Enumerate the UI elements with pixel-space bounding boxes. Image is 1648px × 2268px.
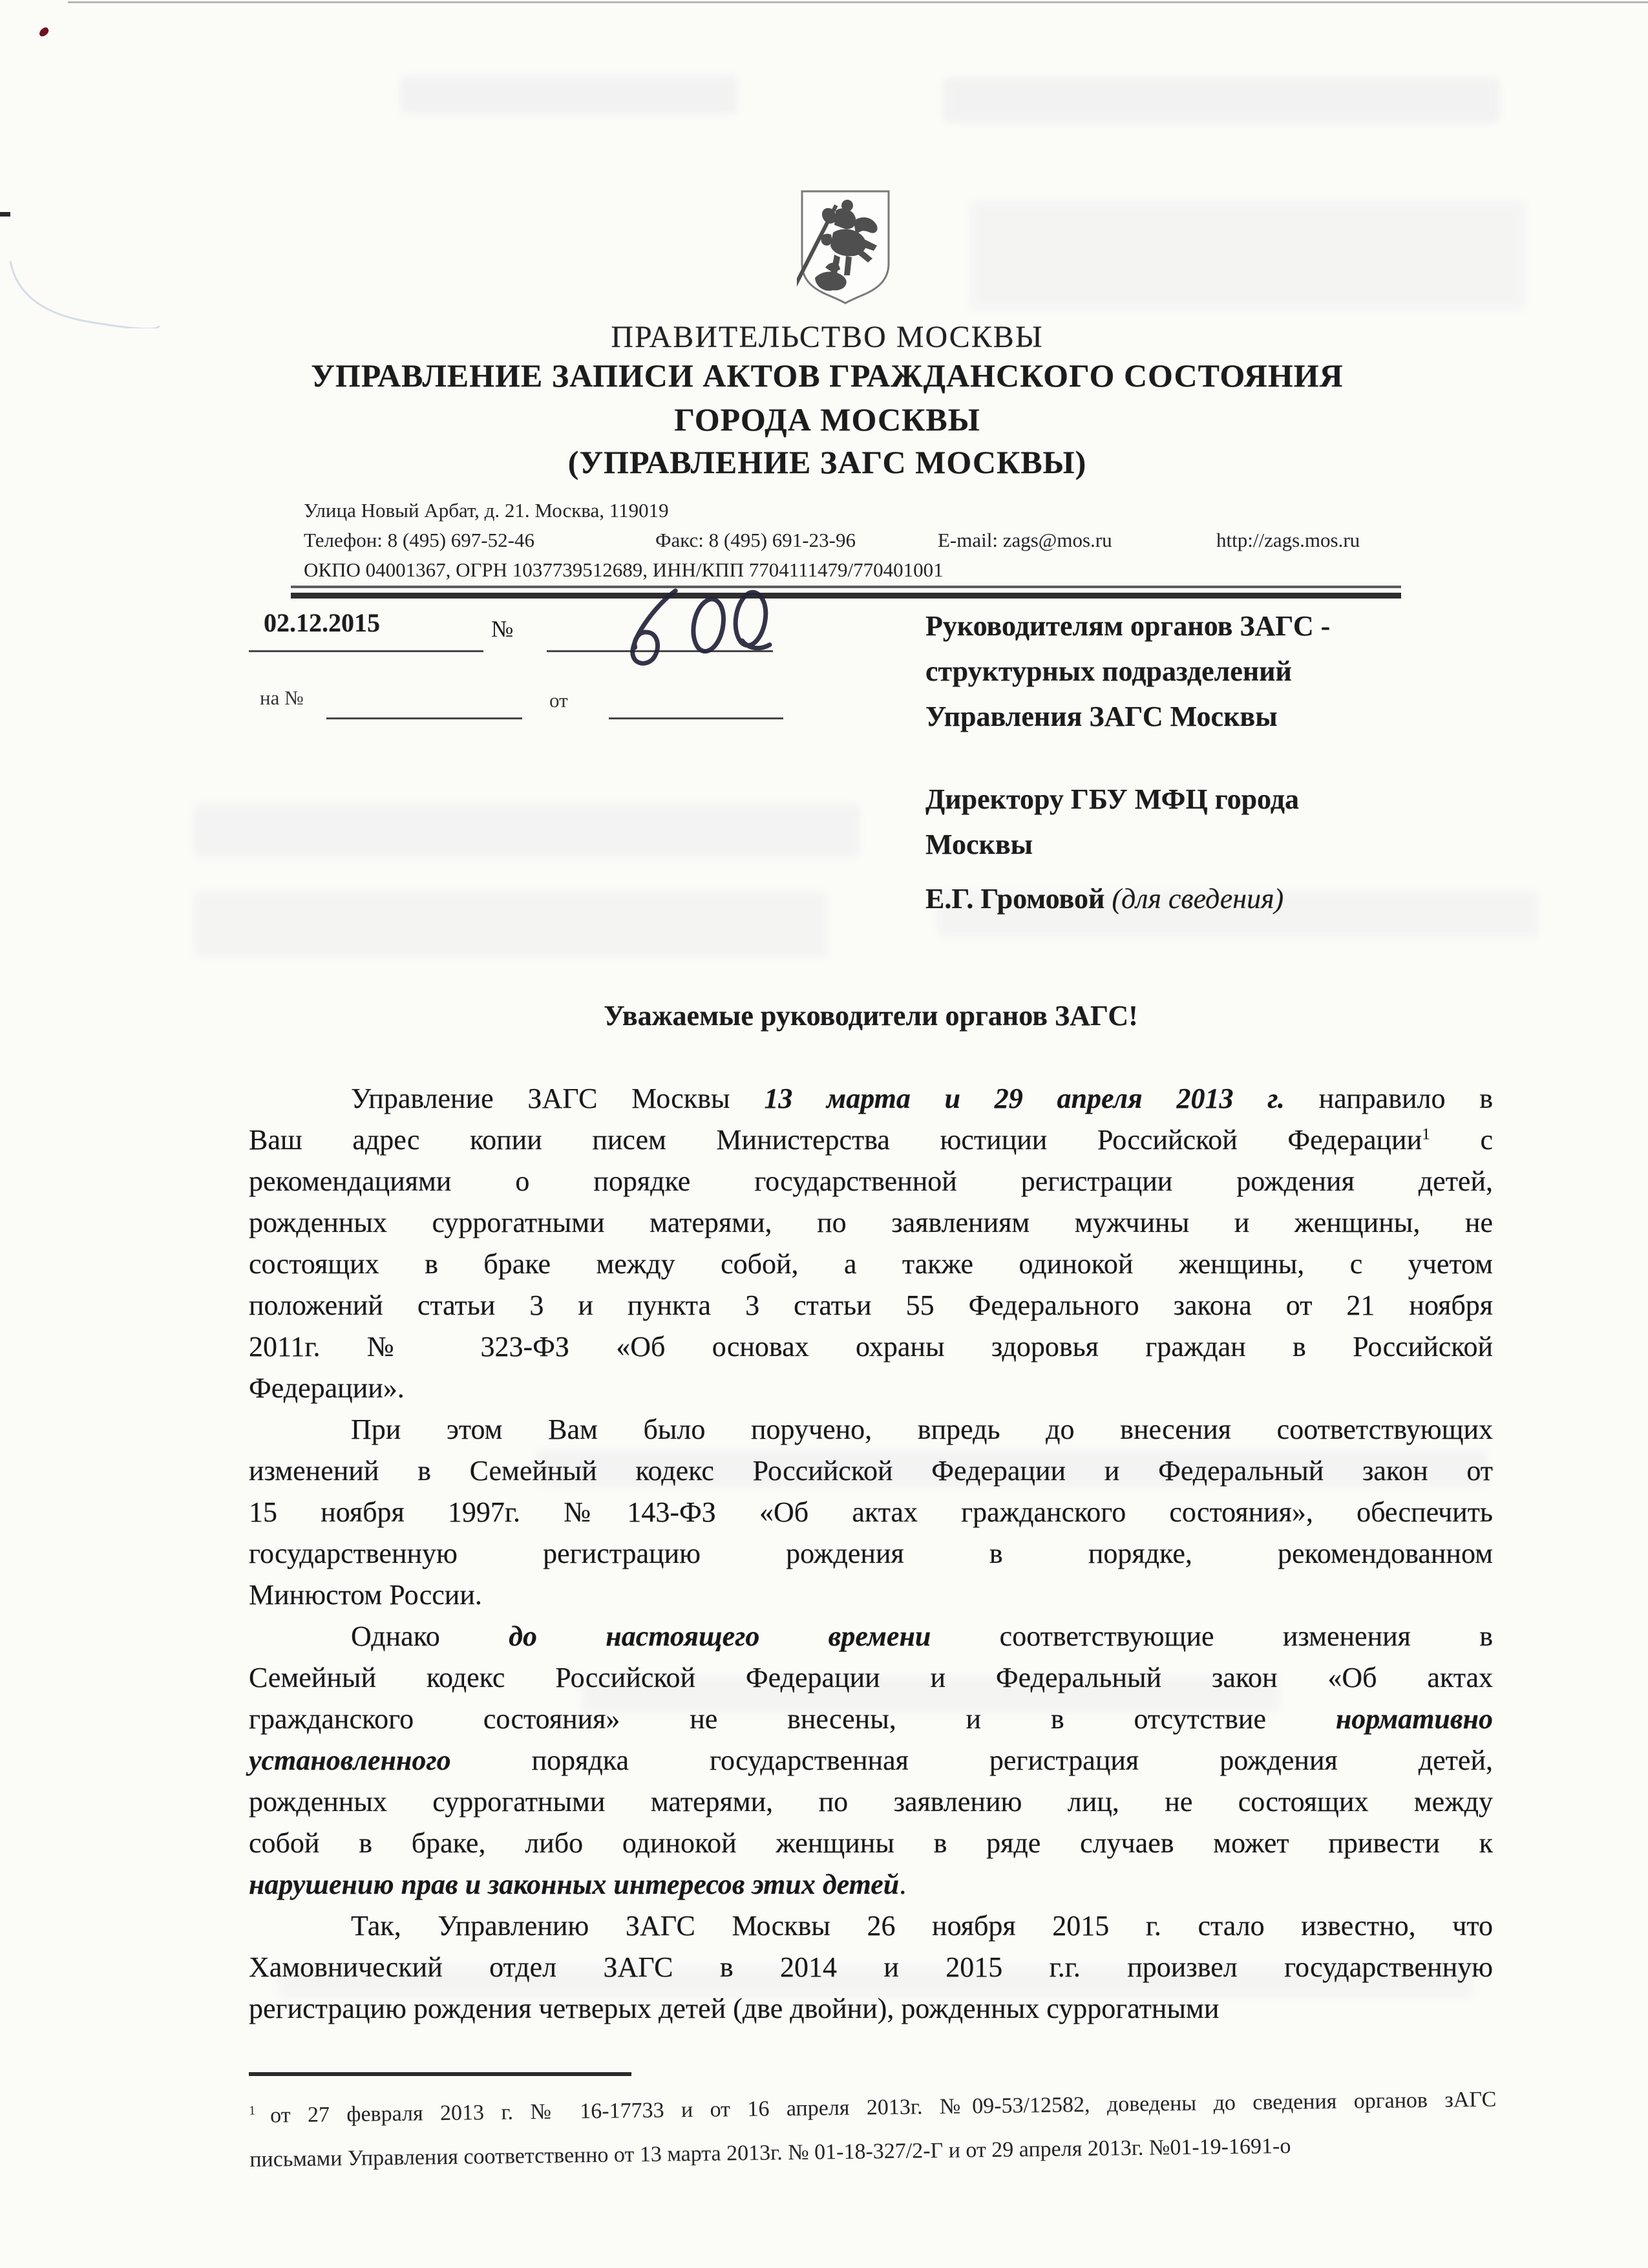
text-run: Ваш адрес копии писем Министерства юстиции Российской Федерации	[249, 1124, 1422, 1156]
text-run: Управление ЗАГС Москвы	[351, 1083, 765, 1114]
text-run: соответствующие изменения в	[931, 1620, 1493, 1652]
address-line: Улица Новый Арбат, д. 21. Москва, 119019	[304, 499, 669, 522]
text-run: .	[899, 1869, 907, 1900]
organization-title-line2: ГОРОДА МОСКВЫ	[674, 401, 980, 438]
scan-artifact	[944, 78, 1499, 123]
email-label: E-mail: zags@mos.ru	[938, 529, 1112, 551]
na-no-underline	[326, 717, 522, 719]
body-line	[249, 1202, 1493, 1244]
text-run: гражданского состояния» не внесены, и в отсутствие	[249, 1703, 1336, 1735]
website-label: http://zags.mos.ru	[1216, 529, 1360, 551]
body-line	[249, 1119, 1493, 1161]
text-run: изменений в Семейный кодекс Российской Федерации и Федеральный закон от	[249, 1455, 1493, 1487]
text-run: нормативно	[1335, 1703, 1493, 1735]
recipients-block	[925, 604, 1507, 922]
text-run: порядка государственная регистрация рождения детей,	[450, 1744, 1493, 1776]
text-run: положений статьи 3 и пункта 3 статьи 55 Федерального закона от 21 ноября	[249, 1289, 1493, 1321]
body-line	[249, 1823, 1493, 1864]
scan-artifact	[194, 805, 860, 856]
recipient-line: Директору ГБУ МФЦ города	[925, 783, 1300, 815]
na-no-label: на №	[260, 686, 304, 709]
text-run: установленного	[249, 1744, 451, 1776]
body-line	[249, 1574, 1493, 1616]
text-run: рожденных суррогатными матерями, по заявлению лиц, не состоящих между	[249, 1786, 1493, 1818]
phone-label: Телефон: 8 (495) 697-52-46	[304, 529, 534, 551]
footnote-block	[249, 2078, 1497, 2182]
text-run: с	[1430, 1124, 1493, 1156]
text-run: нарушению прав и законных интересов этих детей	[249, 1869, 900, 1900]
text-run: регистрацию рождения четверых детей (две двойни), рожденных суррогатными	[249, 1993, 1220, 2024]
scanner-edge-line	[68, 1, 1648, 3]
body-line	[249, 1616, 1493, 1657]
body-line	[249, 1533, 1493, 1574]
number-sign: №	[491, 616, 514, 642]
body-line	[249, 1078, 1493, 1119]
text-run: 2011г. № 323-ФЗ «Об основах охраны здоровья граждан в Российской	[249, 1331, 1493, 1362]
text-run: до настоящего времени	[509, 1620, 931, 1652]
recipient-group-zags-heads	[925, 604, 1507, 739]
body-line	[249, 1244, 1493, 1285]
footnote-reference: 1	[1422, 1124, 1430, 1143]
registration-codes: ОКПО 04001367, ОГРН 1037739512689, ИНН/КПП 7704111479/770401001	[304, 558, 944, 581]
recipient-note: (для сведения)	[1112, 883, 1284, 915]
scan-scratch-curve	[6, 257, 162, 328]
text-run: рекомендациями о порядке государственной регистрации рождения детей,	[249, 1165, 1493, 1197]
recipient-line: структурных подразделений	[925, 655, 1292, 687]
recipient-group-mfc-director	[925, 777, 1507, 867]
text-run: государственную регистрацию рождения в порядке, рекомендованном	[249, 1538, 1493, 1569]
fax-label: Факс: 8 (495) 691-23-96	[655, 529, 856, 551]
date-underline	[249, 650, 483, 652]
footnote-divider	[249, 2072, 631, 2076]
handwritten-document-number	[597, 573, 785, 679]
scan-artifact	[969, 200, 1525, 310]
text-run: направило в	[1284, 1083, 1493, 1114]
body-line	[249, 1657, 1493, 1699]
scan-artifact	[194, 892, 827, 957]
body-text	[249, 1078, 1493, 2030]
text-run: Минюстом России.	[249, 1579, 482, 1611]
text-run: Федерации».	[249, 1372, 405, 1404]
organization-title-line1: УПРАВЛЕНИЕ ЗАПИСИ АКТОВ ГРАЖДАНСКОГО СОСТОЯНИЯ	[311, 357, 1344, 394]
text-run: При этом Вам было поручено, впредь до внесения соответствующих	[351, 1414, 1493, 1445]
text-run: собой в браке, либо одинокой женщины в ряде случаев может привести к	[249, 1827, 1493, 1859]
body-line	[249, 1326, 1493, 1368]
footnote-line: $^1$ от 27 февраля 2013 г. № 16-17733 и от 16 апреля 2013г. №09-53/12582, доведены до сведения органов зАГС	[249, 2087, 1497, 2128]
body-line	[249, 1699, 1493, 1740]
body-line	[249, 1905, 1493, 1947]
body-line	[249, 1492, 1493, 1533]
salutation: Уважаемые руководители органов ЗАГС!	[604, 1000, 1138, 1032]
scan-artifact	[401, 76, 737, 114]
text-run: Так, Управлению ЗАГС Москвы 26 ноября 2015 г. стало известно, что	[351, 1910, 1493, 1942]
recipient-line: Руководителям органов ЗАГС -	[925, 610, 1331, 642]
margin-mark	[0, 212, 10, 217]
body-line	[249, 1740, 1493, 1781]
body-line	[249, 1161, 1493, 1202]
header-divider-thick	[291, 593, 1401, 599]
body-line	[249, 1450, 1493, 1492]
text-run: 15 ноября 1997г. №143-ФЗ «Об актах гражданского состояния», обеспечить	[249, 1496, 1493, 1528]
ot-label: от	[549, 689, 568, 712]
footnote-marker: 1	[249, 2103, 271, 2118]
body-line	[249, 1864, 1493, 1905]
body-line	[249, 1368, 1493, 1409]
moscow-coat-of-arms-icon	[797, 187, 894, 307]
footnote-line: письмами Управления соответственно от 13 марта 2013г. № 01-18-327/2-Г и от 29 апреля 2013г. №01-19-1691-о	[249, 2134, 1291, 2172]
ot-underline	[609, 717, 783, 719]
text-run: Однако	[351, 1620, 509, 1652]
body-line	[249, 1409, 1493, 1450]
document-date: 02.12.2015	[264, 608, 380, 637]
body-line	[249, 1781, 1493, 1823]
text-run: Семейный кодекс Российской Федерации и Федеральный закон «Об актах	[249, 1662, 1493, 1693]
recipient-line: Москвы	[925, 829, 1033, 860]
organization-title-line3: (УПРАВЛЕНИЕ ЗАГС МОСКВЫ)	[567, 444, 1087, 480]
government-title: ПРАВИТЕЛЬСТВО МОСКВЫ	[611, 320, 1044, 354]
ink-speck	[37, 26, 50, 37]
text-run: Хамовнический отдел ЗАГС в 2014 и 2015 г.г. произвел государственную	[249, 1951, 1493, 1983]
body-line	[249, 1988, 1493, 2030]
body-line	[249, 1285, 1493, 1326]
recipient-line: Управления ЗАГС Москвы	[925, 701, 1278, 732]
text-run: состоящих в браке между собой, а также одинокой женщины, с учетом	[249, 1248, 1493, 1280]
header-divider-thin	[291, 586, 1401, 588]
text-run: 13 марта и 29 апреля 2013 г.	[764, 1083, 1285, 1114]
body-line	[249, 1947, 1493, 1988]
text-run: рожденных суррогатными матерями, по заявлениям мужчины и женщины, не	[249, 1207, 1493, 1238]
recipient-person-line	[925, 876, 1507, 922]
recipient-person-name: Е.Г. Громовой	[925, 883, 1112, 915]
